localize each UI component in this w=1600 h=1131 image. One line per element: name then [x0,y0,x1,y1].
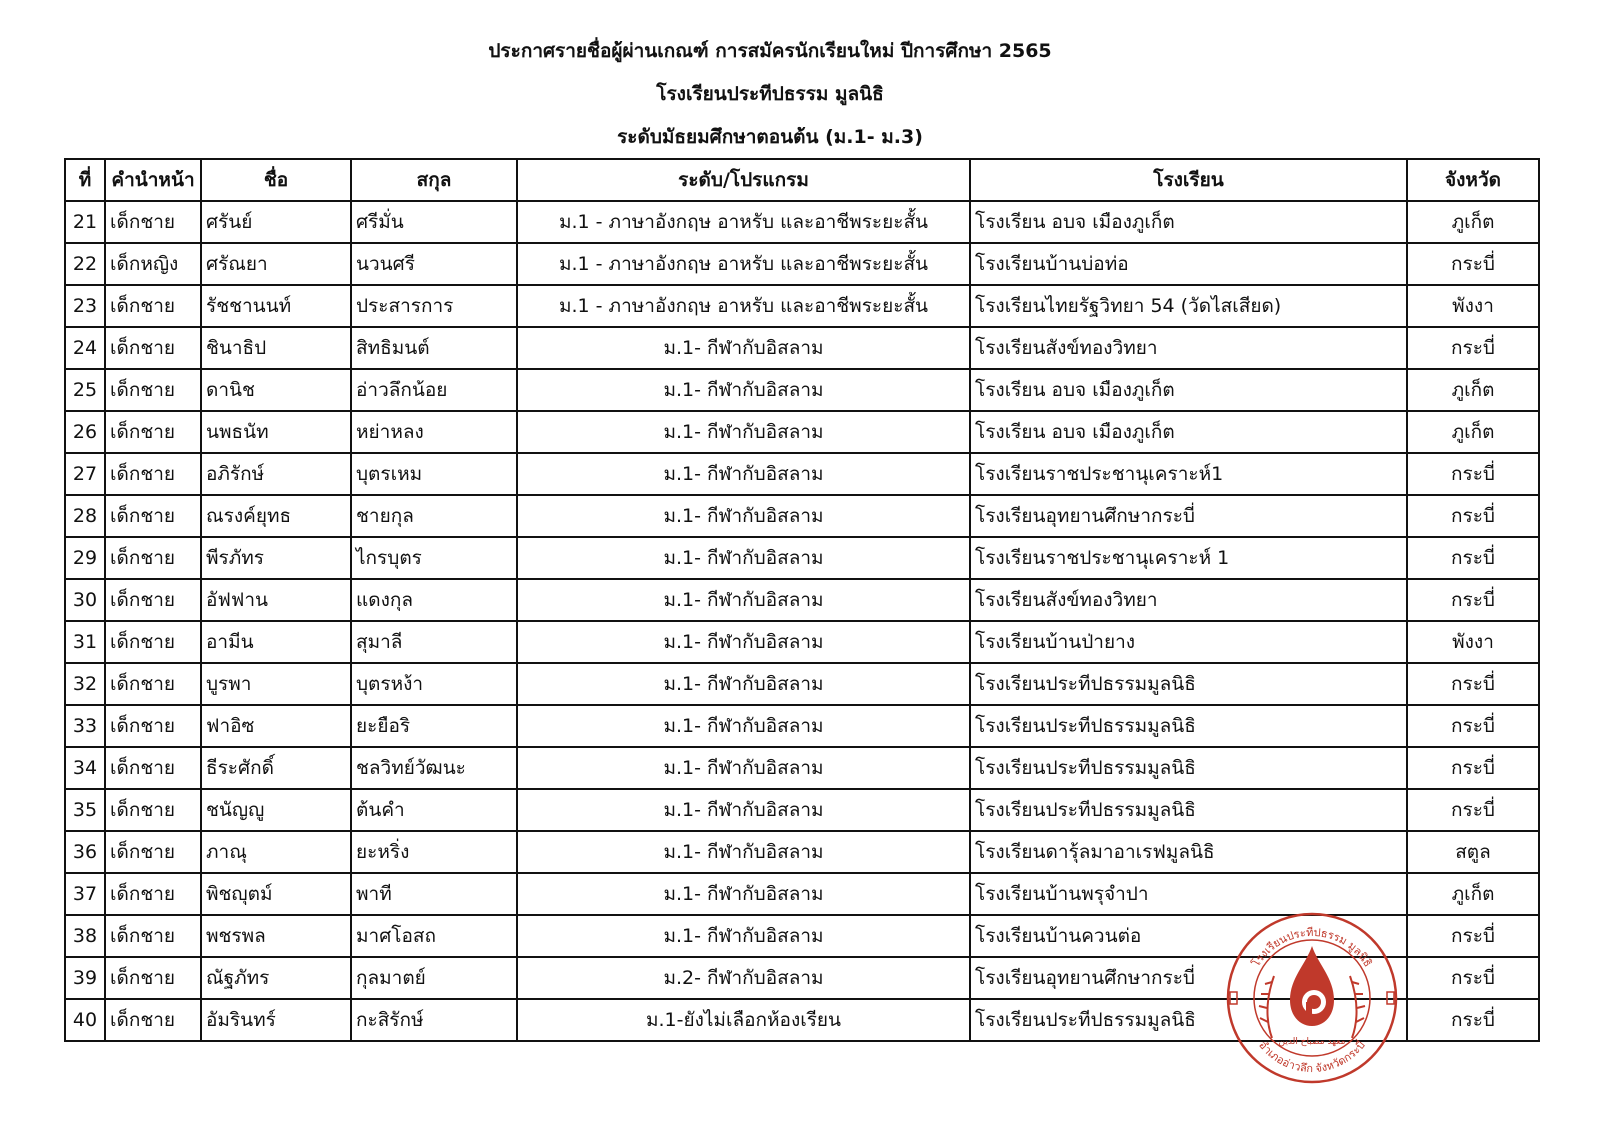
previous-school-cell: โรงเรียนไทยรัฐวิทยา 54 (วัดไสเสียด) [970,285,1407,327]
first-name-cell: ณรงค์ยุทธ [201,495,351,537]
previous-school-cell: โรงเรียนบ้านพรุจำปา [970,873,1407,915]
province-cell: กระบี่ [1407,705,1539,747]
row-number-cell: 40 [65,999,105,1041]
name-prefix-cell: เด็กชาย [105,999,201,1041]
row-number-cell: 31 [65,621,105,663]
seal-arabic-text: معهد مصباح الدين [1278,1037,1346,1047]
province-cell: ภูเก็ต [1407,411,1539,453]
previous-school-cell: โรงเรียน อบจ เมืองภูเก็ต [970,369,1407,411]
province-cell: ภูเก็ต [1407,201,1539,243]
last-name-cell: กุลมาตย์ [351,957,517,999]
province-cell: กระบี่ [1407,579,1539,621]
last-name-cell: ศรีมั่น [351,201,517,243]
previous-school-cell: โรงเรียนบ้านควนต่อ [970,915,1407,957]
previous-school-cell: โรงเรียนประทีปธรรมมูลนิธิ [970,747,1407,789]
province-cell: สตูล [1407,831,1539,873]
first-name-cell: ณัฐภัทร [201,957,351,999]
name-prefix-cell: เด็กชาย [105,663,201,705]
column-header: สกุล [351,159,517,201]
province-cell: พังงา [1407,621,1539,663]
name-prefix-cell: เด็กชาย [105,789,201,831]
name-prefix-cell: เด็กชาย [105,621,201,663]
first-name-cell: อัฟฟาน [201,579,351,621]
table-row [65,243,1539,285]
row-number-cell: 23 [65,285,105,327]
name-prefix-cell: เด็กชาย [105,369,201,411]
last-name-cell: นวนศรี [351,243,517,285]
first-name-cell: ศรันย์ [201,201,351,243]
first-name-cell: ฟาอิซ [201,705,351,747]
name-prefix-cell: เด็กชาย [105,705,201,747]
first-name-cell: พชรพล [201,915,351,957]
table-row [65,537,1539,579]
program-cell: ม.1- กีฬากับอิสลาม [517,411,970,453]
row-number-cell: 30 [65,579,105,621]
table-row [65,285,1539,327]
province-cell: กระบี่ [1407,957,1539,999]
school-seal [1224,910,1400,1086]
name-prefix-cell: เด็กชาย [105,201,201,243]
program-cell: ม.1 - ภาษาอังกฤษ อาหรับ และอาชีพระยะสั้น [517,243,970,285]
program-cell: ม.2- กีฬากับอิสลาม [517,957,970,999]
first-name-cell: รัชชานนท์ [201,285,351,327]
first-name-cell: พิชญุตม์ [201,873,351,915]
last-name-cell: สิทธิมนต์ [351,327,517,369]
name-prefix-cell: เด็กชาย [105,831,201,873]
table-row [65,621,1539,663]
seal-bottom-text: อำเภออ่าวลึก จังหวัดกระบี่ [1256,1039,1368,1076]
row-number-cell: 39 [65,957,105,999]
province-cell: ภูเก็ต [1407,369,1539,411]
program-cell: ม.1- กีฬากับอิสลาม [517,789,970,831]
province-cell: ภูเก็ต [1407,873,1539,915]
program-cell: ม.1- กีฬากับอิสลาม [517,915,970,957]
row-number-cell: 34 [65,747,105,789]
province-cell: กระบี่ [1407,243,1539,285]
last-name-cell: ชายกุล [351,495,517,537]
seal-top-text: โรงเรียนประทีปธรรม มูลนิธิ [1250,926,1374,970]
level-subtitle: ระดับมัธยมศึกษาตอนต้น (ม.1- ม.3) [617,126,923,148]
province-cell: กระบี่ [1407,999,1539,1041]
previous-school-cell: โรงเรียนประทีปธรรมมูลนิธิ [970,705,1407,747]
last-name-cell: พาที [351,873,517,915]
last-name-cell: มาศโอสถ [351,915,517,957]
name-prefix-cell: เด็กชาย [105,285,201,327]
last-name-cell: แดงกุล [351,579,517,621]
last-name-cell: ต้นคำ [351,789,517,831]
previous-school-cell: โรงเรียนประทีปธรรมมูลนิธิ [970,999,1407,1041]
first-name-cell: บูรพา [201,663,351,705]
name-prefix-cell: เด็กหญิง [105,243,201,285]
first-name-cell: อภิรักษ์ [201,453,351,495]
province-cell: กระบี่ [1407,915,1539,957]
previous-school-cell: โรงเรียนประทีปธรรมมูลนิธิ [970,789,1407,831]
row-number-cell: 25 [65,369,105,411]
table-row [65,579,1539,621]
seal-right-marker-icon [1387,992,1394,1004]
program-cell: ม.1- กีฬากับอิสลาม [517,663,970,705]
program-cell: ม.1- กีฬากับอิสลาม [517,327,970,369]
previous-school-cell: โรงเรียนอุทยานศึกษากระบี่ [970,495,1407,537]
previous-school-cell: โรงเรียนประทีปธรรมมูลนิธิ [970,663,1407,705]
program-cell: ม.1 - ภาษาอังกฤษ อาหรับ และอาชีพระยะสั้น [517,285,970,327]
last-name-cell: บุตรเหม [351,453,517,495]
first-name-cell: ชินาธิป [201,327,351,369]
previous-school-cell: โรงเรียนดารุ้ลมาอาเรฟมูลนิธิ [970,831,1407,873]
table-row [65,411,1539,453]
first-name-cell: ชนัญญู [201,789,351,831]
document-header [0,30,1540,159]
province-cell: กระบี่ [1407,495,1539,537]
first-name-cell: ภาณุ [201,831,351,873]
last-name-cell: สุมาลี [351,621,517,663]
table-row [65,201,1539,243]
row-number-cell: 29 [65,537,105,579]
column-header: ระดับ/โปรแกรม [517,159,970,201]
row-number-cell: 38 [65,915,105,957]
previous-school-cell: โรงเรียนสังข์ทองวิทยา [970,327,1407,369]
row-number-cell: 37 [65,873,105,915]
name-prefix-cell: เด็กชาย [105,747,201,789]
first-name-cell: นพธนัท [201,411,351,453]
last-name-cell: กะสิรักษ์ [351,999,517,1041]
table-row [65,663,1539,705]
name-prefix-cell: เด็กชาย [105,873,201,915]
row-number-cell: 32 [65,663,105,705]
first-name-cell: ธีระศักดิ์ [201,747,351,789]
program-cell: ม.1- กีฬากับอิสลาม [517,621,970,663]
name-prefix-cell: เด็กชาย [105,453,201,495]
seal-left-marker-icon [1230,992,1237,1004]
column-header: ที่ [65,159,105,201]
first-name-cell: อัมรินทร์ [201,999,351,1041]
table-row [65,495,1539,537]
first-name-cell: ดานิช [201,369,351,411]
last-name-cell: ยะยือริ [351,705,517,747]
last-name-cell: บุตรหง้า [351,663,517,705]
row-number-cell: 28 [65,495,105,537]
program-cell: ม.1- กีฬากับอิสลาม [517,579,970,621]
name-prefix-cell: เด็กชาย [105,579,201,621]
row-number-cell: 21 [65,201,105,243]
previous-school-cell: โรงเรียนราชประชานุเคราะห์ 1 [970,537,1407,579]
last-name-cell: ชลวิทย์วัฒนะ [351,747,517,789]
last-name-cell: อ่าวลึกน้อย [351,369,517,411]
first-name-cell: อามีน [201,621,351,663]
school-name: โรงเรียนประทีปธรรม มูลนิธิ [656,83,884,105]
row-number-cell: 36 [65,831,105,873]
table-row [65,873,1539,915]
table-row [65,705,1539,747]
table-row [65,831,1539,873]
program-cell: ม.1- กีฬากับอิสลาม [517,369,970,411]
province-cell: กระบี่ [1407,747,1539,789]
program-cell: ม.1- กีฬากับอิสลาม [517,537,970,579]
last-name-cell: ประสารการ [351,285,517,327]
name-prefix-cell: เด็กชาย [105,411,201,453]
name-prefix-cell: เด็กชาย [105,915,201,957]
province-cell: กระบี่ [1407,327,1539,369]
table-row [65,369,1539,411]
program-cell: ม.1- กีฬากับอิสลาม [517,453,970,495]
program-cell: ม.1- กีฬากับอิสลาม [517,873,970,915]
row-number-cell: 24 [65,327,105,369]
program-cell: ม.1 - ภาษาอังกฤษ อาหรับ และอาชีพระยะสั้น [517,201,970,243]
table-row [65,453,1539,495]
name-prefix-cell: เด็กชาย [105,495,201,537]
province-cell: กระบี่ [1407,453,1539,495]
previous-school-cell: โรงเรียนบ้านป่ายาง [970,621,1407,663]
last-name-cell: ยะหริ่ง [351,831,517,873]
previous-school-cell: โรงเรียนราชประชานุเคราะห์1 [970,453,1407,495]
previous-school-cell: โรงเรียน อบจ เมืองภูเก็ต [970,411,1407,453]
row-number-cell: 35 [65,789,105,831]
province-cell: กระบี่ [1407,537,1539,579]
province-cell: กระบี่ [1407,789,1539,831]
column-header: โรงเรียน [970,159,1407,201]
program-cell: ม.1- กีฬากับอิสลาม [517,495,970,537]
column-header: ชื่อ [201,159,351,201]
previous-school-cell: โรงเรียน อบจ เมืองภูเก็ต [970,201,1407,243]
province-cell: พังงา [1407,285,1539,327]
column-header: คำนำหน้า [105,159,201,201]
name-prefix-cell: เด็กชาย [105,957,201,999]
announcement-title: ประกาศรายชื่อผู้ผ่านเกณฑ์ การสมัครนักเรียนใหม่ ปีการศึกษา 2565 [488,40,1052,62]
first-name-cell: พีรภัทร [201,537,351,579]
last-name-cell: ไกรบุตร [351,537,517,579]
row-number-cell: 26 [65,411,105,453]
previous-school-cell: โรงเรียนบ้านบ่อท่อ [970,243,1407,285]
program-cell: ม.1- กีฬากับอิสลาม [517,705,970,747]
program-cell: ม.1-ยังไม่เลือกห้องเรียน [517,999,970,1041]
name-prefix-cell: เด็กชาย [105,537,201,579]
row-number-cell: 22 [65,243,105,285]
header-row [65,159,1539,201]
previous-school-cell: โรงเรียนอุทยานศึกษากระบี่ [970,957,1407,999]
province-cell: กระบี่ [1407,663,1539,705]
table-row [65,789,1539,831]
table-row [65,747,1539,789]
table-header [65,159,1539,201]
row-number-cell: 33 [65,705,105,747]
column-header: จังหวัด [1407,159,1539,201]
flame-emblem-icon [1290,946,1334,1026]
last-name-cell: หย่าหลง [351,411,517,453]
row-number-cell: 27 [65,453,105,495]
first-name-cell: ศรัณยา [201,243,351,285]
table-row [65,327,1539,369]
previous-school-cell: โรงเรียนสังข์ทองวิทยา [970,579,1407,621]
name-prefix-cell: เด็กชาย [105,327,201,369]
program-cell: ม.1- กีฬากับอิสลาม [517,747,970,789]
program-cell: ม.1- กีฬากับอิสลาม [517,831,970,873]
